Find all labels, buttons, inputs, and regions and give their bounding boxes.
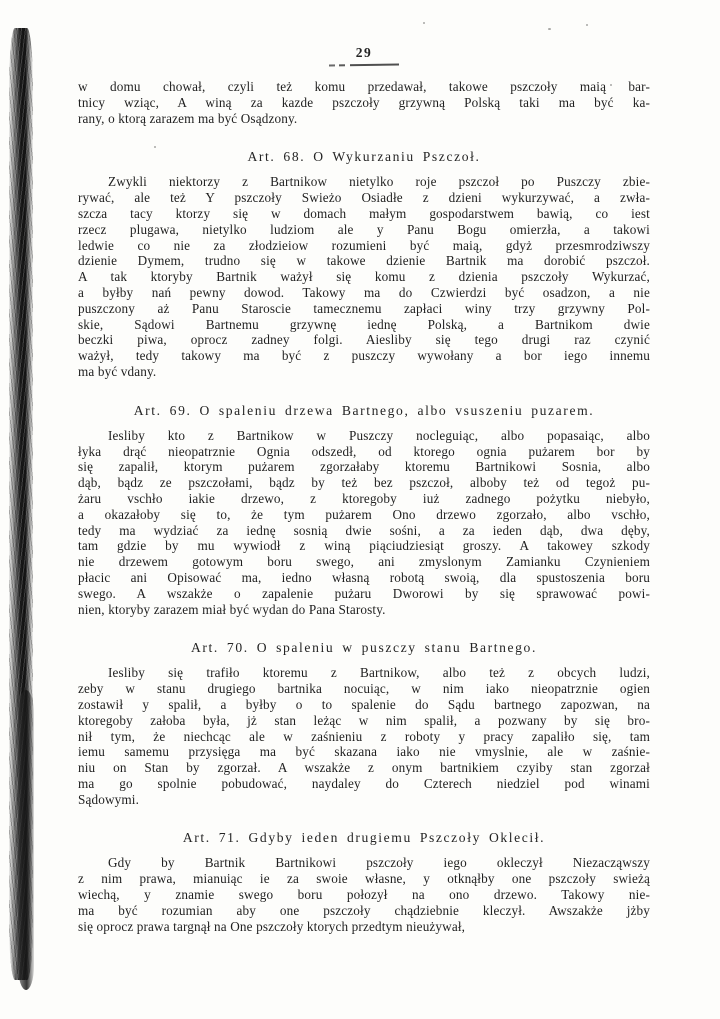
text-line: dzienie Dymem, trudno się w takowe dzienie Bartnik ma dorobić pszczoł. [78, 253, 650, 269]
text-line: swego. A wszakże o zapalenie pużaru Dworowi by się sprawować powi- [78, 585, 650, 601]
text-line: Iesliby się trafiło ktoremu z Bartnikow, albo też z obcych ludzi, [108, 665, 650, 681]
text-line: rany, o ktorą zarazem ma być Osądzony. [78, 110, 298, 126]
text-line: z nim prawa, mianuiąc ie za swoie własne, y otknąłby one pszczoły swieżą [78, 871, 650, 887]
text-line: ledwie co nie za złodzieiow rozumieni być maią, gdyż przesmrodziwszy [78, 237, 650, 253]
text-line: Zwykli niektorzy z Bartnikow nietylko roje pszczoł po Puszczy zbie- [108, 174, 650, 190]
text-line: ma być vdany. [78, 363, 157, 379]
text-line: się zapalił, ktorym pużarem zgorzałaby ktoremu Bartnikowi Sosnia, albo [78, 459, 650, 475]
text-line: ma być rozumian aby one pszczoły chądziebnie kleczył. Awszakże jżby [78, 902, 650, 918]
page-number: 29 [355, 45, 373, 60]
text-line: szcza tacy ktorzy się w domach małym gospodarstwem bawią, co iest [78, 205, 650, 221]
text-line: zostawił y spalił, a byłby o to spalenie do Sądu bartnego zapozwan, na [78, 696, 650, 712]
page-number-underline [329, 64, 399, 67]
text-line: żaru vschło iakie drzewo, z ktoregoby iuż zadnego pożytku niebyło, [78, 490, 650, 506]
text-line: rywać, ale też Y pszczoły Swieżo Osiadłe z dzieni wykurzywać, a zwła- [78, 190, 650, 206]
article-heading: Art. 68. O Wykurzaniu Pszczoł. [247, 149, 481, 165]
paragraph [78, 79, 650, 126]
paragraph [78, 855, 650, 934]
text-line: dąb, bądz ze pszczołami, bądz by też bez pszczoł, alboby też od tegoż pu- [78, 475, 650, 491]
text-line: Sądowymi. [78, 791, 140, 807]
text-line: beczki piwa, oprocz zadney folgi. Aiesliby się tego drugi raz czynić [78, 332, 650, 348]
text-line: puszczony aż Panu Staroscie tamecznemu zapłaci winy trzy grzywny Pol- [78, 300, 650, 316]
text-line: łyka drąć nieopatrznie Ognia odszedł, od ktorego ognia pużarem bor by [78, 443, 650, 459]
page-content [78, 79, 650, 934]
page-header [78, 44, 650, 66]
text-line: tnicy wziąc, A winą za kazde pszczoły grzywną Polską taki ma być ka- [78, 94, 650, 110]
text-line: tedy ma wydziać za iednę sosnią dwie sośni, a za ieden dąb, dwa dęby, [78, 522, 650, 538]
text-line: w domu chował, czyli też komu przedawał, takowe pszczoły maią bar- [78, 79, 650, 94]
scan-speck [548, 28, 551, 30]
text-line: iemu samemu przysięga ma być skazana iako nie vmyslnie, ale w zaśnie- [78, 744, 650, 760]
page-body [78, 44, 650, 934]
text-line: Gdy by Bartnik Bartnikowi pszczoły iego okleczył Niezacząwszy [108, 855, 650, 871]
text-line: rzecz plugawa, nietylko ludziom ale y Panu Bogu omierzła, a takowi [78, 221, 650, 237]
text-line: płacic ani Opisować ma, iedno własną robotą swoią, dla spustoszenia boru [78, 569, 650, 585]
article-heading: Art. 71. Gdyby ieden drugiemu Pszczoły Oklecił. [182, 830, 546, 846]
text-line: ważył, tedy takowy ma być z puszczy wywołany a bor iego innemu [78, 348, 650, 364]
book-binding-shadow [18, 690, 34, 990]
text-line: niu on Stan by zgorzał. A wszakże z onym bartnikiem czyiby stan zgorzał [78, 760, 650, 776]
paragraph [78, 174, 650, 379]
paragraph [78, 428, 650, 618]
text-line: A tak ktoryby Bartnik ważył się komu z dzienia pszczoły Wykurzać, [78, 269, 650, 285]
text-line: a byłby nań pewny dowod. Takowy ma do Czwierdzi być osadzon, a nie [78, 284, 650, 300]
text-line: ma go spolnie pobudować, naydaley do Czterech niedziel pod winami [78, 775, 650, 791]
article-heading: Art. 70. O spaleniu w puszczy stanu Bartnego. [191, 640, 537, 656]
scan-speck [423, 22, 425, 24]
text-line: ktoregoby załoba była, jż stan leżąc w nim spalił, a pozwany by się bro- [78, 712, 650, 728]
text-line: wiechą, y znamie swego boru połozył na ono drzewo. Takowy nie- [78, 887, 650, 903]
paragraph [78, 665, 650, 807]
text-line: Iesliby kto z Bartnikow w Puszczy nocleguiąc, albo popasaiąc, albo [108, 427, 650, 443]
text-line: zeby w stanu drugiego bartnika nocuiąc, w nim iako nieopatrznie ogien [78, 681, 650, 697]
text-line: nien, ktoryby zarazem miał być wydan do Pana Starosty. [78, 601, 386, 617]
text-line: nił tym, że niechcąc ale w zaśnieniu z roboty y pracy zapaliło się, tam [78, 728, 650, 744]
text-line: a okazałoby się to, że tym pużarem Ono drzewo zgorzało, albo vschło, [78, 506, 650, 522]
text-line: nie drzewem gotowym boru swego, ani zmyslonym Zamianku Czynieniem [78, 554, 650, 570]
scan-speck [586, 24, 588, 26]
text-line: się oprocz prawa targnął na One pszczoły ktorych przedtym nieużywał, [78, 918, 466, 934]
article-heading: Art. 69. O spaleniu drzewa Bartnego, albo vsuszeniu puzarem. [133, 402, 595, 418]
text-line: skie, Sądowi Bartnemu grzywnę iednę Polską, a Bartnikom dwie [78, 316, 650, 332]
text-line: tam gdzie by mu wywiodł z winą piąciudziesiąt groszy. A takowey szkody [78, 538, 650, 554]
